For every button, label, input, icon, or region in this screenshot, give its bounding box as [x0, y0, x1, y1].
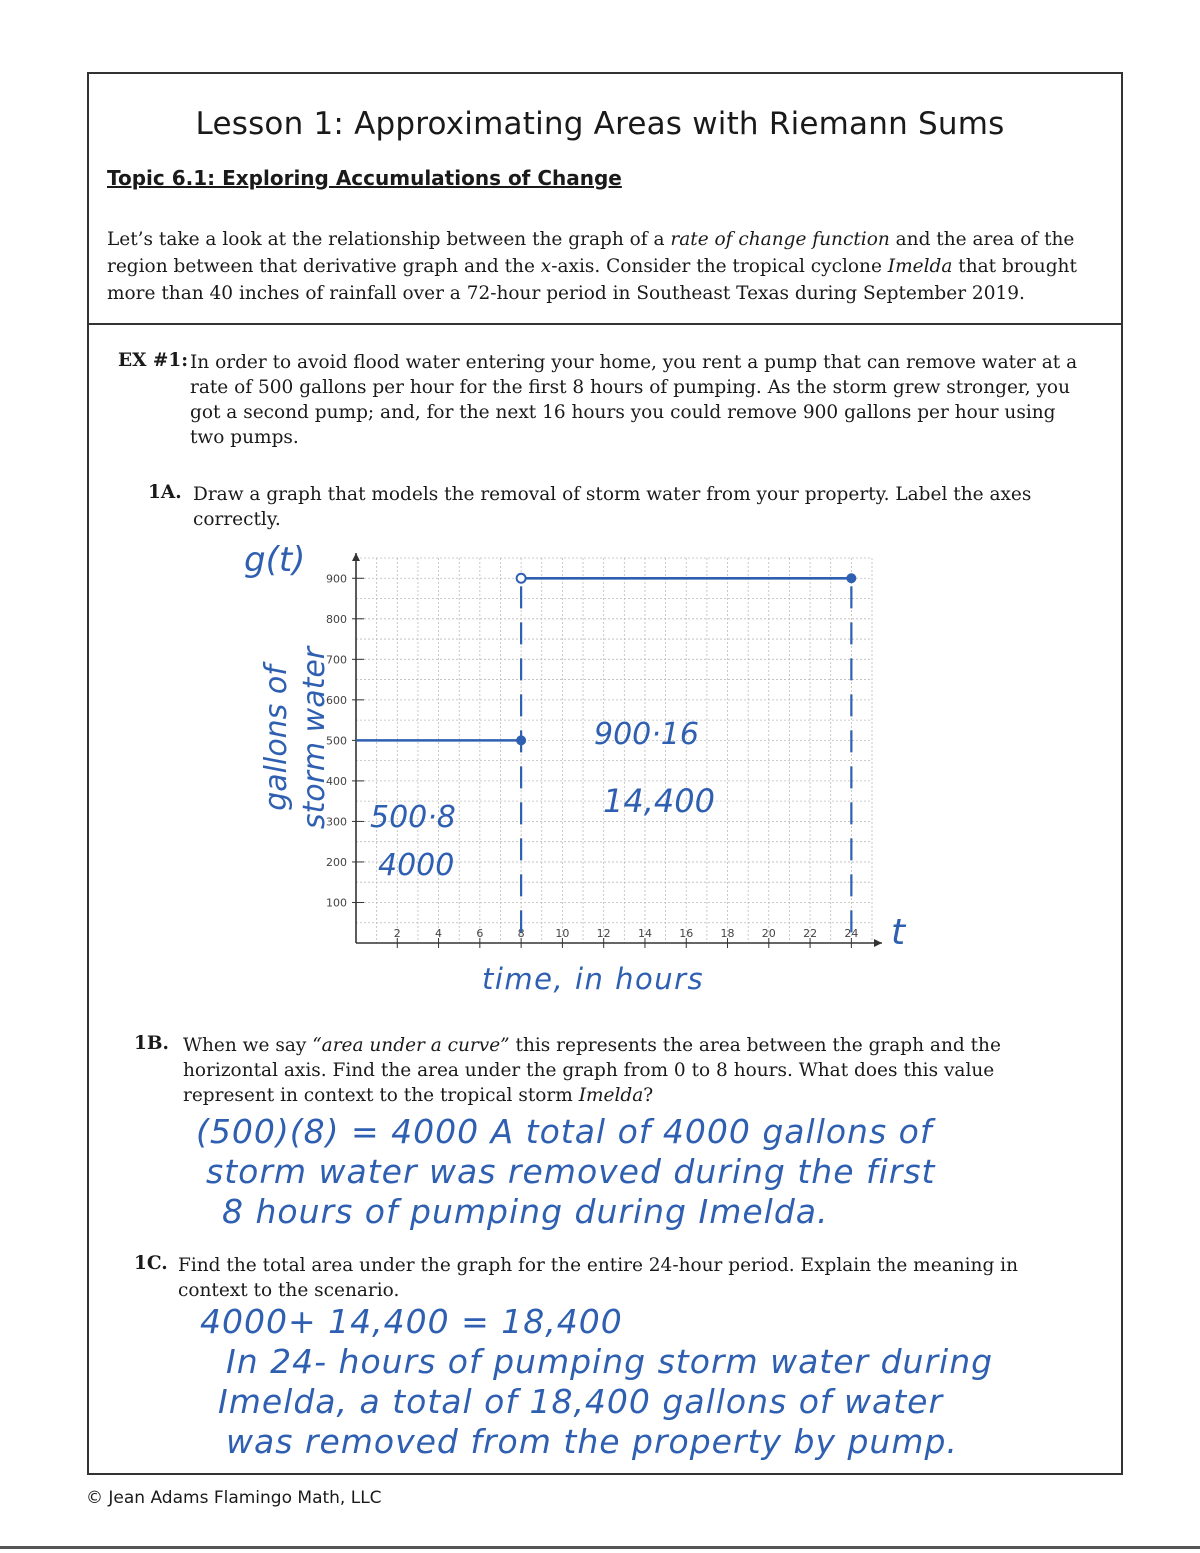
- x-axis-variable-label: t: [891, 912, 906, 953]
- copyright-footer: © Jean Adams Flamingo Math, LLC: [86, 1488, 382, 1508]
- y-tick-label: 500: [326, 734, 347, 748]
- y-tick-label: 800: [326, 612, 347, 626]
- q1b-text-1: When we say: [183, 1035, 313, 1056]
- x-tick-label: 16: [679, 927, 694, 940]
- x-axis-label: time, in hours: [482, 962, 705, 996]
- area2-value: 14,400: [603, 782, 715, 820]
- closed-endpoint: [846, 573, 856, 583]
- chart-tick-labels: [326, 572, 858, 948]
- topic-heading: Topic 6.1: Exploring Accumulations of Change: [107, 166, 622, 190]
- example-label: EX #1:: [118, 350, 189, 371]
- page-title: Lesson 1: Approximating Areas with Riemann Sums: [195, 106, 1005, 142]
- x-tick-label: 12: [596, 927, 611, 940]
- x-tick-label: 10: [555, 927, 570, 940]
- intro-em-2: x: [540, 256, 552, 277]
- intro-paragraph: [107, 226, 1107, 307]
- x-tick-label: 18: [720, 927, 735, 940]
- x-tick-label: 22: [803, 927, 818, 940]
- q1a-text: Draw a graph that models the removal of storm water from your property. Label the axes correctly.: [193, 484, 1032, 530]
- q1b-text: [183, 1033, 1063, 1108]
- y-axis-label-line-1: gallons of: [259, 665, 294, 811]
- x-tick-label: 14: [637, 927, 652, 940]
- q1c-answer: [200, 1302, 993, 1462]
- y-tick-label: 700: [326, 653, 347, 667]
- x-tick-label: 24: [844, 927, 859, 940]
- q1a-label: 1A.: [148, 482, 182, 503]
- x-tick-label: 2: [393, 927, 401, 940]
- y-axis-function-label: g(t): [244, 540, 306, 580]
- q1c-answer-line-4: was removed from the property by pump.: [226, 1422, 958, 1461]
- q1c-answer-line-3: Imelda, a total of 18,400 gallons of water: [218, 1382, 944, 1421]
- q1b-answer: [196, 1112, 936, 1232]
- q1c-answer-line-2: In 24- hours of pumping storm water during: [226, 1342, 994, 1381]
- q1b-answer-line-3: 8 hours of pumping during Imelda.: [222, 1192, 829, 1231]
- y-axis-label-line-2: storm water: [297, 646, 332, 830]
- area2-expression: 900·16: [594, 717, 699, 752]
- q1c-text: Find the total area under the graph for the entire 24-hour period. Explain the meaning in context to the scenario.: [178, 1255, 1018, 1301]
- q1b-label: 1B.: [134, 1033, 169, 1054]
- intro-text-1: Let’s take a look at the relationship between the graph of a: [107, 229, 671, 250]
- q1c-answer-line-1: 4000+ 14,400 = 18,400: [200, 1302, 623, 1341]
- x-axis-arrow: [874, 939, 882, 947]
- x-tick-label: 8: [517, 927, 525, 940]
- y-tick-label: 300: [326, 815, 347, 829]
- y-tick-label: 400: [326, 774, 347, 788]
- q1b-text-3: ?: [643, 1085, 654, 1106]
- area1-value: 4000: [378, 848, 455, 883]
- y-axis-arrow: [352, 553, 360, 561]
- intro-em-3: Imelda: [887, 256, 953, 277]
- example-text: In order to avoid flood water entering your home, you rent a pump that can remove water at a rate of 500 gallons per hour for the first 8 hours of pumping. As the storm grew stronger, you got a second pump; and, for the next 16 hours you could remove 900 gallons per hour using two pumps.: [190, 352, 1078, 448]
- section-divider: [89, 323, 1121, 325]
- x-tick-label: 6: [476, 927, 484, 940]
- area1-expression: 500·8: [370, 800, 456, 835]
- x-tick-label: 20: [761, 927, 776, 940]
- intro-em-1: rate of change function: [670, 229, 890, 250]
- y-tick-label: 200: [326, 855, 347, 869]
- y-tick-label: 900: [326, 572, 347, 586]
- closed-endpoint: [516, 735, 526, 745]
- q1b-em-2: Imelda: [578, 1085, 644, 1106]
- q1b-em-1: “area under a curve”: [312, 1035, 510, 1056]
- intro-text-4: that brought more than 40 inches of rainfall over a 72-hour period in Southeast Texas during September 2019.: [107, 256, 1077, 304]
- scan-edge-line: [0, 1546, 1200, 1549]
- q1b-answer-line-1: (500)(8) = 4000 A total of 4000 gallons of: [196, 1112, 933, 1151]
- intro-text-3: -axis. Consider the tropical cyclone: [551, 256, 888, 277]
- y-tick-label: 100: [326, 896, 347, 910]
- open-endpoint: [517, 574, 526, 583]
- y-tick-label: 600: [326, 693, 347, 707]
- x-tick-label: 4: [435, 927, 443, 940]
- q1b-answer-line-2: storm water was removed during the first: [206, 1152, 936, 1191]
- intro-text-2: and the area of the region between that derivative graph and the: [107, 229, 1075, 277]
- rate-graph: [310, 548, 890, 968]
- q1b-text-2: this represents the area between the graph and the horizontal axis. Find the area under the graph from 0 to 8 hours. What does this value represent in context to the tropical storm: [183, 1035, 1001, 1106]
- q1c-label: 1C.: [134, 1253, 168, 1274]
